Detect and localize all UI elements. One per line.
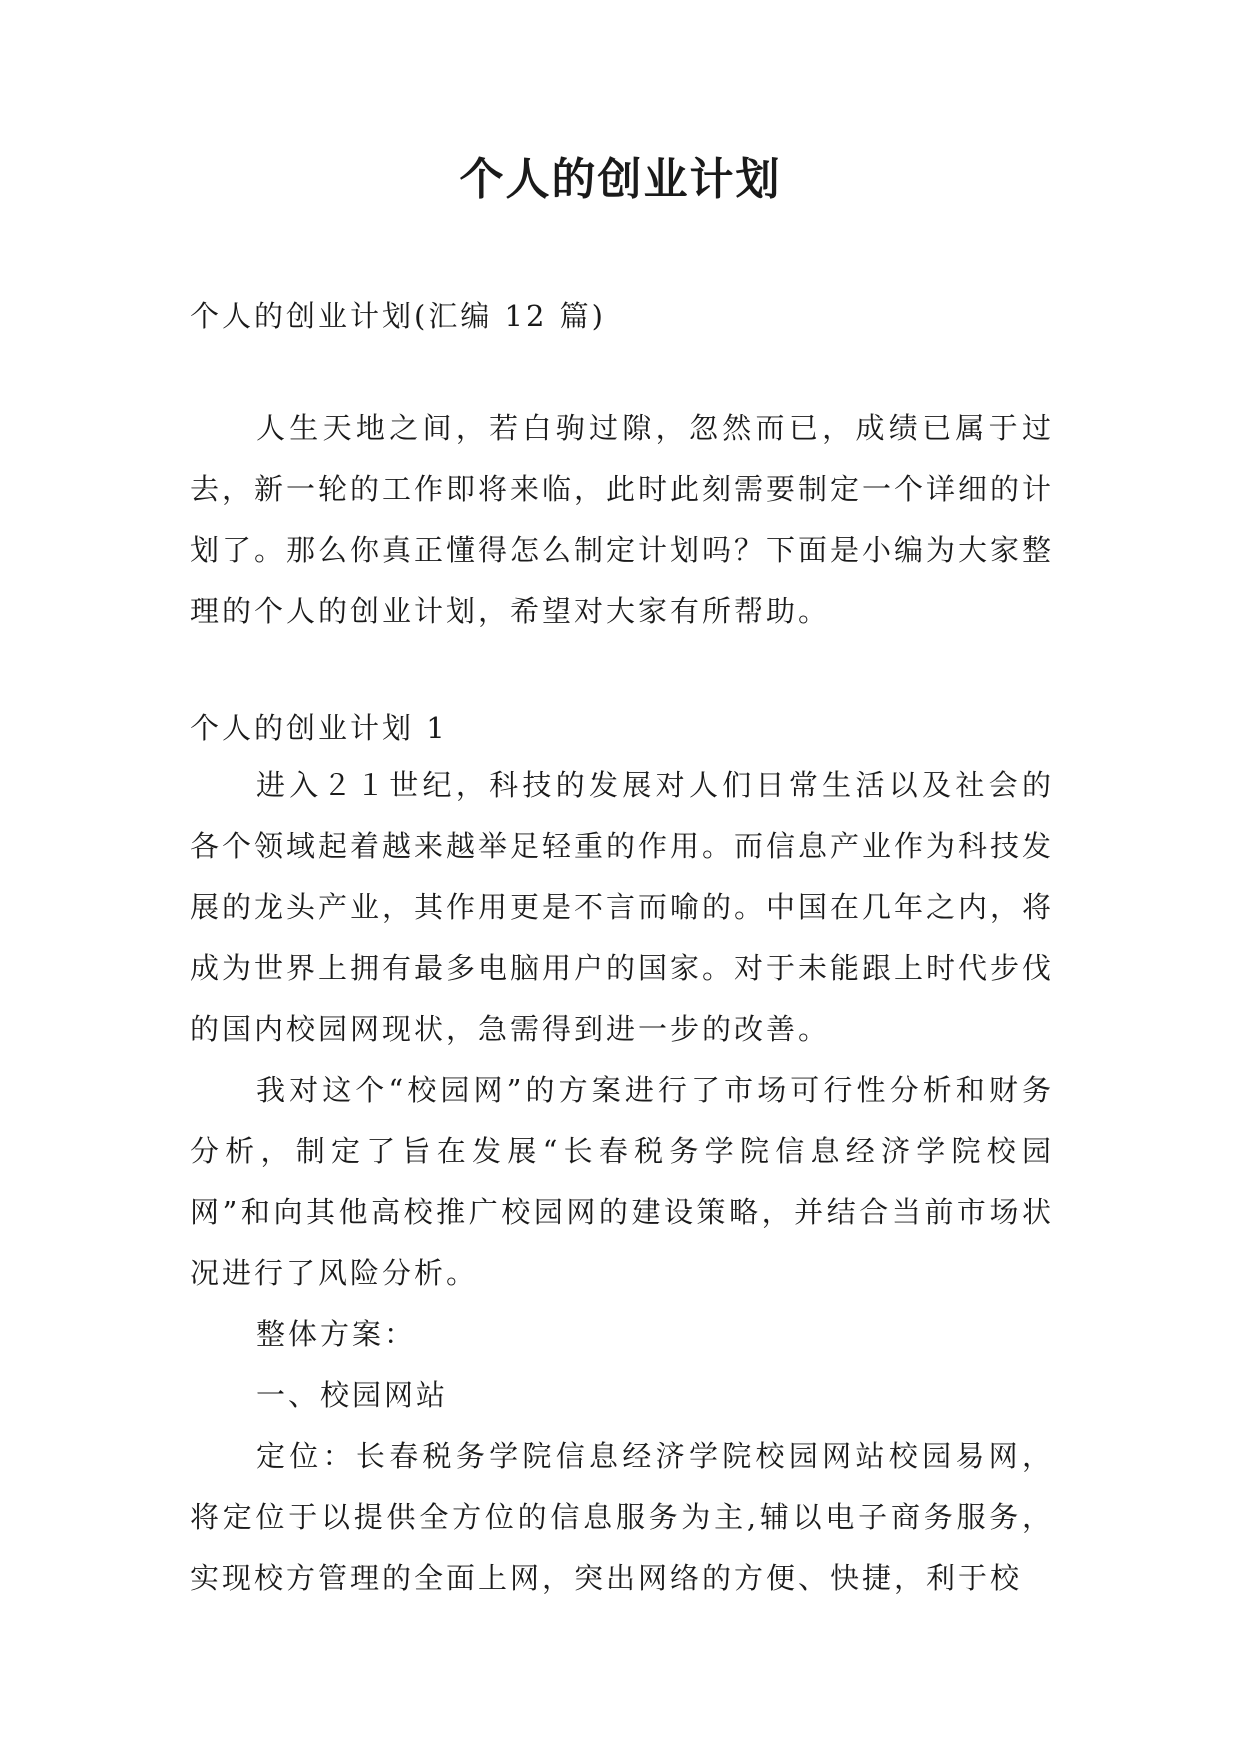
paragraph-analysis: 我对这个“校园网”的方案进行了市场可行性分析和财务分析，制定了旨在发展“长春税务学院信息经济学院校园网”和向其他高校推广校园网的建设策略，并结合当前市场状况进行了风险分析。 (190, 1073, 1054, 1290)
document-title: 个人的创业计划 (459, 154, 782, 205)
paragraph-campus-website-heading: 一、校园网站 (256, 1378, 449, 1412)
document-subtitle: 个人的创业计划(汇编 12 篇) (190, 299, 606, 333)
paragraph-intro-21st-century: 进入２１世纪，科技的发展对人们日常生活以及社会的各个领域起着越来越举足轻重的作用。而信息产业作为科技发展的龙头产业，其作用更是不言而喻的。中国在几年之内，将成为世界上拥有最多电脑用户的国家。对于未能跟上时代步伐的国内校园网现状，急需得到进一步的改善。 (190, 768, 1055, 1046)
section-content (190, 755, 1054, 1609)
paragraph-overall-plan: 整体方案： (256, 1317, 417, 1351)
section-heading: 个人的创业计划 1 (190, 711, 448, 745)
intro-paragraph: 人生天地之间，若白驹过隙，忽然而已，成绩已属于过去，新一轮的工作即将来临，此时此刻需要制定一个详细的计划了。那么你真正懂得怎么制定计划吗？下面是小编为大家整理的个人的创业计划，希望对大家有所帮助。 (190, 411, 1055, 628)
paragraph-positioning: 定位：长春税务学院信息经济学院校园网站校园易网，将定位于以提供全方位的信息服务为主,辅以电子商务服务，实现校方管理的全面上网，突出网络的方便、快捷，利于校 (190, 1439, 1054, 1595)
